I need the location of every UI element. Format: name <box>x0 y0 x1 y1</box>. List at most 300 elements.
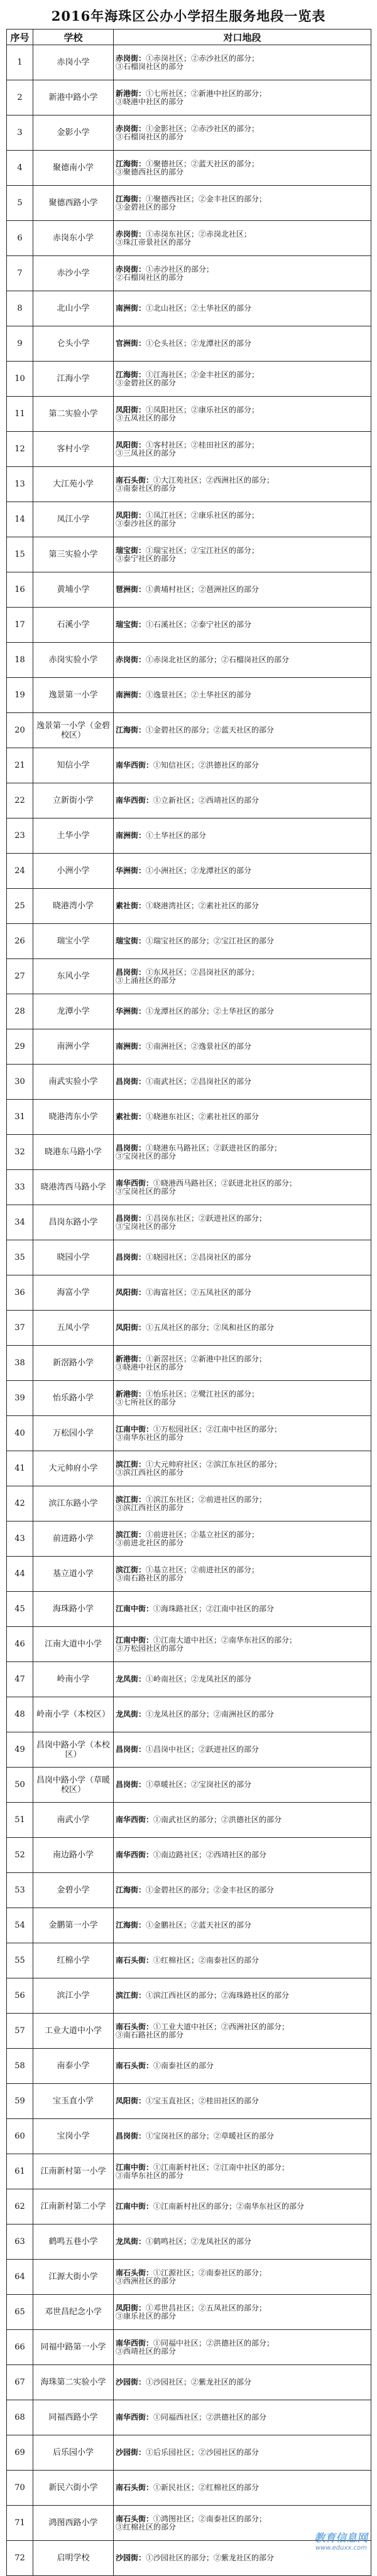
community-list: ③红棉社区的部分 <box>116 2522 177 2531</box>
service-area <box>114 1697 371 1732</box>
area-line <box>116 1113 369 1121</box>
table-row <box>7 80 371 115</box>
row-number: 5 <box>7 186 33 221</box>
community-list: ①赤岗东社区；②赤岗北社区； <box>146 229 252 239</box>
service-area <box>114 2330 371 2365</box>
table-row <box>7 2119 371 2154</box>
table-row <box>7 45 371 80</box>
street-name: 南洲街： <box>116 831 146 840</box>
street-name: 南华西街： <box>116 2338 154 2348</box>
table-row <box>7 115 371 151</box>
community-list: ①新民社区；②红棉社区的部分 <box>153 2483 260 2492</box>
community-list: ①赤岗社区；②赤沙社区的部分； <box>146 53 260 63</box>
community-list: ①金影社区；②赤沙社区的部分； <box>146 124 260 133</box>
table-row <box>7 608 371 643</box>
area-line <box>116 2132 369 2140</box>
community-list: ①东风社区；②昌岗社区的部分； <box>146 967 260 977</box>
community-list: ①南洲社区；②逸景社区的部分 <box>146 1042 252 1051</box>
street-name: 赤岗街： <box>116 124 146 133</box>
service-area <box>114 1732 371 1768</box>
school-name: 瑞宝小学 <box>33 924 114 959</box>
community-list: ①后乐园社区；②沙园社区的部分 <box>146 2448 260 2457</box>
row-number: 69 <box>7 2435 33 2471</box>
document-sheet <box>6 4 371 2576</box>
school-name: 怡乐路小学 <box>33 1381 114 1416</box>
service-area <box>114 854 371 889</box>
community-list: ①龙凤社区的部分；②南洲社区的部分 <box>146 1710 275 1719</box>
school-name: 晓港东马路小学 <box>33 1135 114 1170</box>
table-row <box>7 2365 371 2400</box>
school-name: 晓港湾东小学 <box>33 1100 114 1135</box>
school-name: 小洲小学 <box>33 854 114 889</box>
service-area <box>114 2400 371 2435</box>
row-number: 9 <box>7 326 33 362</box>
row-number: 67 <box>7 2365 33 2400</box>
table-row <box>7 713 371 748</box>
school-name: 前进路小学 <box>33 1521 114 1557</box>
table-row <box>7 1732 371 1768</box>
service-area <box>114 643 371 678</box>
community-list: ①万松园社区；②江南中社区的部分； <box>153 1424 282 1434</box>
community-list: ①土华社区的部分 <box>146 831 207 840</box>
header-number: 序号 <box>7 30 33 45</box>
table-row <box>7 2084 371 2119</box>
community-list: ③金碧社区的部分 <box>116 378 177 387</box>
area-line <box>116 902 369 910</box>
row-number: 62 <box>7 2189 33 2224</box>
table-row <box>7 1803 371 1838</box>
area-line <box>116 1816 369 1824</box>
table-row <box>7 2400 371 2435</box>
area-line <box>116 2097 369 2105</box>
area-line <box>116 867 369 875</box>
school-name: 昌岗中路小学（本校区） <box>33 1732 114 1768</box>
street-name: 赤岗街： <box>116 53 146 63</box>
street-name: 江南中街： <box>116 1635 154 1645</box>
service-area <box>114 1908 371 1943</box>
table-row <box>7 1978 371 2014</box>
row-number: 12 <box>7 432 33 467</box>
row-number: 60 <box>7 2119 33 2154</box>
street-name: 凤阳街： <box>116 440 146 449</box>
service-area <box>114 326 371 362</box>
community-list: ①石溪社区；②泰宁社区的部分 <box>146 620 252 629</box>
area-line <box>116 1398 369 1407</box>
row-number: 30 <box>7 1065 33 1100</box>
street-name: 南华西街： <box>116 1850 154 1859</box>
service-area <box>114 1592 371 1627</box>
area-line <box>116 520 369 528</box>
school-name: 仑头小学 <box>33 326 114 362</box>
community-list: ①江南大道中社区；②南华东社区的部分； <box>153 1635 297 1645</box>
school-name: 红棉小学 <box>33 1943 114 1978</box>
table-row <box>7 1311 371 1346</box>
street-name: 凤阳街： <box>116 405 146 414</box>
table-row <box>7 1029 371 1065</box>
area-line <box>116 1675 369 1683</box>
row-number: 14 <box>7 502 33 537</box>
area-line <box>116 1289 369 1297</box>
street-name: 凤阳街： <box>116 510 146 520</box>
area-line <box>116 1886 369 1894</box>
street-name: 新港街： <box>116 1354 146 1363</box>
school-name: 逸景第一小学（金碧校区） <box>33 713 114 748</box>
row-number: 46 <box>7 1627 33 1662</box>
row-number: 29 <box>7 1029 33 1065</box>
service-area <box>114 1521 371 1557</box>
street-name: 昌岗街： <box>116 1745 146 1754</box>
street-name: 素社街： <box>116 1112 146 1121</box>
table-row <box>7 959 371 994</box>
school-name: 赤岗小学 <box>33 45 114 80</box>
area-line <box>116 1504 369 1512</box>
service-area <box>114 2435 371 2471</box>
street-name: 新港街： <box>116 1389 146 1398</box>
table-row <box>7 1662 371 1697</box>
service-area <box>114 1943 371 1978</box>
community-list: ①晓港东马路社区；②跃进社区的部分； <box>146 1143 282 1152</box>
service-area <box>114 1381 371 1416</box>
table-row <box>7 326 371 362</box>
street-name: 昌岗街： <box>116 1780 146 1789</box>
table-row <box>7 1627 371 1662</box>
service-area <box>114 889 371 924</box>
table-row <box>7 1135 371 1170</box>
school-name: 同福中路第一小学 <box>33 2330 114 2365</box>
service-area <box>114 572 371 608</box>
service-area <box>114 678 371 713</box>
area-line <box>116 1223 369 1231</box>
community-list: ③西靖社区的部分 <box>116 2346 177 2356</box>
school-name: 龙潭小学 <box>33 994 114 1029</box>
community-list: ①凤阳社区；②康乐社区的部分； <box>146 405 260 414</box>
area-line <box>116 485 369 493</box>
row-number: 28 <box>7 994 33 1029</box>
area-line <box>116 1645 369 1653</box>
area-line <box>116 1992 369 2000</box>
service-area <box>114 1486 371 1521</box>
service-area <box>114 924 371 959</box>
row-number: 51 <box>7 1803 33 1838</box>
area-line <box>116 1746 369 1754</box>
area-line <box>116 239 369 247</box>
community-list: ①江源社区；②南泰社区的部分； <box>153 2268 267 2277</box>
site-watermark <box>313 2529 370 2552</box>
service-area <box>114 1803 371 1838</box>
row-number: 38 <box>7 1346 33 1381</box>
community-list: ③晓港中社区的部分 <box>116 97 184 106</box>
service-area <box>114 994 371 1029</box>
row-number: 1 <box>7 45 33 80</box>
table-row <box>7 1170 371 1205</box>
community-list: ①工业大道中社区；②西洲社区的部分； <box>153 2022 290 2031</box>
school-name: 海珠第二实验小学 <box>33 2365 114 2400</box>
area-line <box>116 1078 369 1086</box>
community-list: ③晓港中社区的部分 <box>116 1362 184 1371</box>
service-area <box>114 713 371 748</box>
school-name: 土华小学 <box>33 818 114 854</box>
row-number: 56 <box>7 1978 33 2014</box>
school-name: 宝岗小学 <box>33 2119 114 2154</box>
area-line <box>116 2062 369 2070</box>
area-line <box>116 98 369 106</box>
area-line <box>116 203 369 212</box>
service-area <box>114 2189 371 2224</box>
school-name: 聚德西路小学 <box>33 186 114 221</box>
community-list: ①凤江社区；②康乐社区的部分； <box>146 510 260 520</box>
row-number: 2 <box>7 80 33 115</box>
row-number: 49 <box>7 1732 33 1768</box>
row-number: 10 <box>7 362 33 397</box>
row-number: 44 <box>7 1557 33 1592</box>
area-line <box>116 1007 369 1016</box>
table-row <box>7 1557 371 1592</box>
community-list: ③康乐社区的部分 <box>116 2311 177 2321</box>
table-row <box>7 2330 371 2365</box>
service-area <box>114 1627 371 1662</box>
table-row <box>7 2049 371 2084</box>
service-area <box>114 2260 371 2295</box>
street-name: 滨江街： <box>116 1991 146 2000</box>
school-name: 南泰小学 <box>33 2049 114 2084</box>
school-name: 海富小学 <box>33 1275 114 1311</box>
school-name: 赤岗实验小学 <box>33 643 114 678</box>
service-area <box>114 115 371 151</box>
community-list: ①仑头社区；②龙潭社区的部分 <box>146 339 252 348</box>
table-body <box>7 45 371 2576</box>
street-name: 南华西街： <box>116 1815 154 1824</box>
row-number: 11 <box>7 397 33 432</box>
service-area <box>114 1838 371 1873</box>
row-number: 7 <box>7 256 33 291</box>
service-area <box>114 467 371 502</box>
service-area <box>114 2049 371 2084</box>
area-line <box>116 274 369 282</box>
street-name: 南洲街： <box>116 1042 146 1051</box>
service-area <box>114 1416 371 1451</box>
school-name: 南武实验小学 <box>33 1065 114 1100</box>
service-area <box>114 2154 371 2189</box>
table-row <box>7 924 371 959</box>
street-name: 江南中街： <box>116 1424 154 1434</box>
school-name: 金鹏第一小学 <box>33 1908 114 1943</box>
street-name: 凤阳街： <box>116 2303 146 2312</box>
street-name: 江海街： <box>116 1921 146 1929</box>
table-row <box>7 432 371 467</box>
table-row <box>7 643 371 678</box>
street-name: 江海街： <box>116 1886 146 1894</box>
service-area <box>114 2084 371 2119</box>
school-name: 晓园小学 <box>33 1240 114 1275</box>
street-name: 江海街： <box>116 194 146 203</box>
school-name: 昌岗东路小学 <box>33 1205 114 1240</box>
street-name: 南石头街： <box>116 2483 154 2492</box>
table-row <box>7 1768 371 1803</box>
community-list: ①鸿图社区；②南泰社区的部分； <box>153 2514 267 2523</box>
street-name: 赤岗街： <box>116 229 146 239</box>
street-name: 滨江街： <box>116 1495 146 1504</box>
community-list: ①龙潭社区的部分；②土华社区的部分 <box>146 1007 275 1016</box>
service-area <box>114 2224 371 2260</box>
school-name: 赤岗东小学 <box>33 221 114 256</box>
school-name: 江南新村第二小学 <box>33 2189 114 2224</box>
school-name: 南边路小学 <box>33 1838 114 1873</box>
area-line <box>116 1539 369 1547</box>
school-name: 江南大道中小学 <box>33 1627 114 1662</box>
table-row <box>7 397 371 432</box>
street-name: 昌岗街： <box>116 1253 146 1262</box>
street-name: 瑞宝街： <box>116 545 146 555</box>
community-list: ①怡乐社区；②鹭江社区的部分； <box>146 1389 260 1398</box>
area-line <box>116 726 369 734</box>
community-list: ①小洲社区；②龙潭社区的部分 <box>146 866 252 875</box>
row-number: 26 <box>7 924 33 959</box>
row-number: 71 <box>7 2506 33 2541</box>
table-row <box>7 362 371 397</box>
row-number: 3 <box>7 115 33 151</box>
row-number: 42 <box>7 1486 33 1521</box>
header-school: 学校 <box>33 30 114 45</box>
row-number: 65 <box>7 2295 33 2330</box>
table-row <box>7 2189 371 2224</box>
street-name: 昌岗街： <box>116 967 146 977</box>
service-area <box>114 959 371 994</box>
school-name: 鹤鸣五巷小学 <box>33 2224 114 2260</box>
area-line <box>116 1434 369 1442</box>
service-area <box>114 1170 371 1205</box>
school-name: 第三实验小学 <box>33 537 114 572</box>
street-name: 南华西街： <box>116 796 154 805</box>
area-line <box>116 1781 369 1789</box>
community-list: ③泰沙社区的部分 <box>116 518 177 528</box>
community-list: ①逸景社区；②土华社区的部分 <box>146 690 252 699</box>
area-line <box>116 449 369 458</box>
school-name: 凤江小学 <box>33 502 114 537</box>
street-name: 江南中街： <box>116 1604 154 1613</box>
community-list: ③滨江西社区的部分 <box>116 1503 184 1512</box>
row-number: 4 <box>7 151 33 186</box>
street-name: 凤阳街： <box>116 1288 146 1297</box>
service-area <box>114 748 371 783</box>
service-area <box>114 1065 371 1100</box>
school-name: 新滘路小学 <box>33 1346 114 1381</box>
table-row <box>7 994 371 1029</box>
service-area <box>114 2471 371 2506</box>
service-area <box>114 45 371 80</box>
school-name: 赤沙小学 <box>33 256 114 291</box>
service-area <box>114 1029 371 1065</box>
table-row <box>7 1100 371 1135</box>
row-number: 68 <box>7 2400 33 2435</box>
street-name: 沙园街： <box>116 2448 146 2457</box>
community-list: ③石榴岗社区的部分 <box>116 132 184 141</box>
community-list: ①岭南社区；②龙凤社区的部分 <box>146 1675 252 1683</box>
table-row <box>7 1486 371 1521</box>
community-list: ①江南新村社区的部分；②南华东社区的部分 <box>153 2202 305 2211</box>
service-area <box>114 1873 371 1908</box>
school-name: 金影小学 <box>33 115 114 151</box>
school-name: 石溪小学 <box>33 608 114 643</box>
community-list: ①金鹏社区；②蓝天社区的部分 <box>146 1921 252 1929</box>
service-area <box>114 783 371 818</box>
row-number: 52 <box>7 1838 33 1873</box>
community-list: ①海珠路社区；②江南中社区的部分 <box>153 1604 275 1613</box>
table-row <box>7 572 371 608</box>
street-name: 瑞宝街： <box>116 936 146 945</box>
community-list: ①沙园社区的部分；②紫龙社区的部分 <box>146 2553 275 2562</box>
service-area <box>114 608 371 643</box>
table-row <box>7 678 371 713</box>
service-area <box>114 1240 371 1275</box>
service-area <box>114 432 371 467</box>
table-row <box>7 1697 371 1732</box>
row-number: 54 <box>7 1908 33 1943</box>
school-name: 南武小学 <box>33 1803 114 1838</box>
area-line <box>116 2413 369 2422</box>
street-name: 赤岗街： <box>116 655 146 664</box>
community-list: ①江南新村社区；②江南中社区的部分； <box>153 2162 290 2172</box>
row-number: 61 <box>7 2154 33 2189</box>
community-list: ①瑞宝社区；②宝江社区的部分； <box>146 545 260 555</box>
street-name: 南洲街： <box>116 304 146 313</box>
row-number: 19 <box>7 678 33 713</box>
school-name: 岭南小学（本校区） <box>33 1697 114 1732</box>
row-number: 17 <box>7 608 33 643</box>
school-name: 岭南小学 <box>33 1662 114 1697</box>
street-name: 南石头街： <box>116 2061 154 2070</box>
street-name: 南华西街： <box>116 1178 154 1188</box>
area-line <box>116 1469 369 1477</box>
community-list: ①红棉社区；②南泰社区的部分 <box>153 1956 260 1965</box>
row-number: 66 <box>7 2330 33 2365</box>
area-line <box>116 340 369 348</box>
community-list: ①昌岗东社区；②跃进社区的部分； <box>146 1213 267 1223</box>
service-area <box>114 1662 371 1697</box>
area-line <box>116 2277 369 2285</box>
area-line <box>116 621 369 629</box>
area-line <box>116 1363 369 1371</box>
row-number: 25 <box>7 889 33 924</box>
school-name: 晓港湾小学 <box>33 889 114 924</box>
table-row <box>7 256 371 291</box>
community-list: ①北山社区；②土华社区的部分 <box>146 304 252 313</box>
community-list: ①晓港东社区；②素社社区的部分 <box>146 1112 260 1121</box>
service-area <box>114 2365 371 2400</box>
street-name: 滨江街： <box>116 1565 146 1574</box>
community-list: ①同福中社区；②洪德社区的部分； <box>153 2338 275 2348</box>
row-number: 16 <box>7 572 33 608</box>
table-row <box>7 1416 371 1451</box>
community-list: ①立新社区；②西靖社区的部分 <box>153 796 260 805</box>
service-area <box>114 1978 371 2014</box>
table-row <box>7 186 371 221</box>
service-area <box>114 1135 371 1170</box>
area-line <box>116 1253 369 1262</box>
street-name: 新港街： <box>116 89 146 98</box>
row-number: 27 <box>7 959 33 994</box>
area-line <box>116 797 369 805</box>
row-number: 47 <box>7 1662 33 1697</box>
school-name: 鸿图西路小学 <box>33 2506 114 2541</box>
school-name: 北山小学 <box>33 291 114 326</box>
area-line <box>116 555 369 563</box>
table-row <box>7 1065 371 1100</box>
service-area <box>114 151 371 186</box>
table-row <box>7 1943 371 1978</box>
area-line <box>116 1851 369 1859</box>
street-name: 南石头街： <box>116 2268 154 2277</box>
table-row <box>7 1275 371 1311</box>
